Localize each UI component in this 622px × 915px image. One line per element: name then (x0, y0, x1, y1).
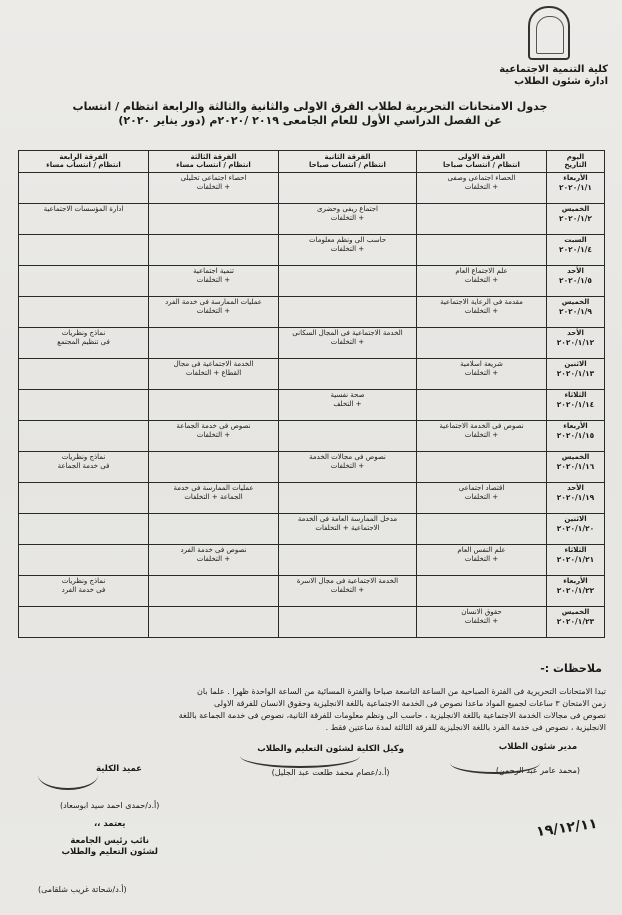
day-name: الأربعاء (563, 577, 588, 585)
exam-subject: نماذج ونظريات فى خدمة الفرد (61, 577, 106, 594)
group-2-header: الفرقة الثانية انتظام / انتساب صباحا (279, 151, 417, 173)
exam-subject: الحصاء اجتماعى وصفى + التخلفات (447, 174, 516, 191)
group-4-cell (19, 607, 149, 638)
exam-date: ٢٠٢٠/١/٥ (559, 276, 592, 285)
exam-subject: احصاء اجتماعى تحليلى + التخلفات (180, 174, 247, 191)
table-row (19, 297, 605, 328)
notes-title: ملاحظات :- (540, 662, 602, 675)
group-4-cell (19, 204, 149, 235)
group-1-cell (417, 514, 547, 545)
group-2-cell (279, 297, 417, 328)
signature-name: (أ.د/حمدى احمد سيد ابوسعاد) (60, 801, 160, 810)
day-date-cell (547, 452, 605, 483)
department-name: ادارة شئون الطلاب (514, 76, 608, 87)
table-row (19, 483, 605, 514)
table-row (19, 328, 605, 359)
exam-subject: مدخل الممارسة العامة فى الخدمة الاجتماعية + التخلفات (297, 515, 398, 532)
exam-date: ٢٠٢٠/١/٩ (559, 307, 592, 316)
group-3-cell (149, 514, 279, 545)
group-4-cell (19, 390, 149, 421)
group-1-cell (417, 297, 547, 328)
title-line-2: عن الفصل الدراسي الأول للعام الجامعى ٢٠١٩ /٢٠٢٠م (دور يناير ٢٠٢٠) (118, 114, 502, 127)
exam-subject: اقتصاد اجتماعى + التخلفات (458, 484, 505, 501)
note-line: الانجليزية ، نصوص فى خدمة الفرد باللغة الانجليزية للفرقة الثالثة لمدة ساعتين فقط . (325, 723, 606, 732)
signature-name: (أ.د/عصام محمد طلعت عبد الجليل) (271, 768, 390, 777)
exam-date: ٢٠٢٠/١/١٦ (556, 462, 595, 471)
day-name: الثلاثاء (564, 391, 587, 399)
exam-subject: عمليات الممارسة فى خدمة الفرد + التخلفات (165, 298, 262, 315)
day-name: الخميس (561, 205, 590, 213)
exam-date: ٢٠٢٠/١/١ (559, 183, 592, 192)
table-row (19, 514, 605, 545)
day-date-cell (547, 266, 605, 297)
approval-label: يعتمد ،، (93, 819, 126, 829)
exam-subject: حقوق الانسان + التخلفات (461, 608, 502, 625)
exam-date: ٢٠٢٠/١/٢٣ (556, 617, 595, 626)
exam-subject: نماذج ونظريات فى خدمة الجماعة (57, 453, 110, 470)
exam-subject: حاسب الى ونظم معلومات + التخلفات (308, 236, 387, 253)
exam-date: ٢٠٢٠/١/٢٠ (556, 524, 595, 533)
signature-title: نائب رئيس الجامعة (70, 836, 150, 846)
table-row (19, 545, 605, 576)
day-name: الخميس (561, 608, 590, 616)
notes-body (16, 686, 606, 734)
table-header-row (19, 151, 605, 173)
exam-subject: الخدمة الاجتماعية فى المجال السكانى + التخلفات (292, 329, 403, 346)
group-4-cell (19, 452, 149, 483)
group-4-cell (19, 266, 149, 297)
group-1-cell (417, 204, 547, 235)
title-line-1: جدول الامتحانات التحريرية لطلاب الفرق الاولى والثانية والثالثة والرابعة انتظام / انتساب (72, 100, 548, 113)
day-date-cell (547, 328, 605, 359)
group-1-cell (417, 545, 547, 576)
day-date-cell (547, 390, 605, 421)
exam-date: ٢٠٢٠/١/١٢ (556, 338, 595, 347)
exam-date: ٢٠٢٠/١/٢ (559, 214, 592, 223)
exam-date: ٢٠٢٠/١/١٣ (556, 369, 595, 378)
day-date-cell (547, 483, 605, 514)
day-name: الخميس (561, 453, 590, 461)
exam-subject: نماذج ونظريات فى تنظيم المجتمع (57, 329, 110, 346)
day-date-header: اليوم التاريخ (547, 151, 605, 173)
exam-subject: اجتماع ريفى وحضرى + التخلفات (316, 205, 378, 222)
exam-schedule-table (18, 150, 605, 638)
group-1-cell (417, 328, 547, 359)
group-1-cell (417, 452, 547, 483)
day-date-cell (547, 297, 605, 328)
exam-subject: نصوص فى مجالات الخدمة + التخلفات (309, 453, 386, 470)
exam-date: ٢٠٢٠/١/٢١ (556, 555, 595, 564)
group-2-cell (279, 235, 417, 266)
day-name: الأربعاء (563, 174, 588, 182)
handwritten-signature (240, 744, 360, 768)
group-2-cell (279, 452, 417, 483)
exam-subject: عمليات الممارسة فى خدمة الجماعة + التخلفات (173, 484, 254, 501)
day-date-cell (547, 235, 605, 266)
group-1-cell (417, 173, 547, 204)
college-name: كلية التنمية الاجتماعية (499, 64, 608, 75)
day-date-cell (547, 359, 605, 390)
table-row (19, 235, 605, 266)
group-3-cell (149, 576, 279, 607)
signature-university-vp (38, 884, 127, 895)
group-2-cell (279, 328, 417, 359)
group-3-cell (149, 173, 279, 204)
exam-subject: نصوص فى الخدمة الاجتماعية + التخلفات (439, 422, 524, 439)
group-1-cell (417, 483, 547, 514)
exam-subject: صحة نفسية + التخلف (330, 391, 365, 408)
group-1-header: الفرقة الاولى انتظام / انتساب صباحا (417, 151, 547, 173)
group-3-cell (149, 607, 279, 638)
group-3-cell (149, 483, 279, 514)
day-name: السبت (564, 236, 587, 244)
group-2-cell (279, 173, 417, 204)
group-4-cell (19, 297, 149, 328)
exam-subject: الخدمة الاجتماعية فى مجال القطاع + التخلفات (173, 360, 254, 377)
day-name: الاثنين (564, 515, 587, 523)
day-name: الاثنين (564, 360, 587, 368)
group-3-cell (149, 297, 279, 328)
group-4-cell (19, 235, 149, 266)
group-2-cell (279, 266, 417, 297)
day-date-cell (547, 514, 605, 545)
group-1-cell (417, 266, 547, 297)
group-2-cell (279, 607, 417, 638)
group-2-cell (279, 421, 417, 452)
group-4-cell (19, 421, 149, 452)
table-row (19, 452, 605, 483)
day-name: الأحد (567, 484, 584, 492)
signature-subtitle: لشئون التعليم والطلاب (61, 847, 158, 857)
group-3-cell (149, 235, 279, 266)
exam-subject: تنمية اجتماعية + التخلفات (193, 267, 234, 284)
group-1-cell (417, 576, 547, 607)
exam-subject: نصوص فى خدمة الفرد + التخلفات (180, 546, 247, 563)
handwritten-date: ١٩/١٢/١١ (535, 815, 599, 841)
group-1-cell (417, 359, 547, 390)
exam-date: ٢٠٢٠/١/١٤ (556, 400, 595, 409)
group-4-cell (19, 576, 149, 607)
document-title (60, 100, 560, 128)
group-2-cell (279, 514, 417, 545)
signature-name: (محمد عامر عبد الرحمن) (495, 766, 580, 775)
exam-subject: نصوص فى خدمة الجماعة + التخلفات (176, 422, 251, 439)
signature-title: عميد الكلية (96, 764, 142, 774)
college-logo (528, 6, 570, 60)
group-4-header: الفرقة الرابعة انتظام / انتساب مساء (19, 151, 149, 173)
signature-title: وكيل الكلية لشئون التعليم والطلاب (257, 744, 404, 754)
group-1-cell (417, 235, 547, 266)
exam-date: ٢٠٢٠/١/١٥ (556, 431, 595, 440)
group-3-cell (149, 421, 279, 452)
group-2-cell (279, 359, 417, 390)
day-date-cell (547, 545, 605, 576)
day-date-cell (547, 421, 605, 452)
group-3-cell (149, 390, 279, 421)
exam-date: ٢٠٢٠/١/١٩ (556, 493, 595, 502)
exam-subject: ادارة المؤسسات الاجتماعية (43, 205, 124, 213)
handwritten-signature (38, 760, 98, 790)
group-4-cell (19, 514, 149, 545)
signature-title: مدير شئون الطلاب (498, 742, 578, 752)
signature-name: (أ.د/شحاتة غريب شلقامى) (38, 885, 127, 894)
exam-date: ٢٠٢٠/١/٤ (559, 245, 592, 254)
day-name: الأحد (567, 267, 584, 275)
group-1-cell (417, 421, 547, 452)
group-3-cell (149, 545, 279, 576)
table-row (19, 576, 605, 607)
table-row (19, 173, 605, 204)
group-4-cell (19, 173, 149, 204)
group-4-cell (19, 359, 149, 390)
exam-subject: مقدمة فى الرعاية الاجتماعية + التخلفات (440, 298, 523, 315)
day-date-cell (547, 607, 605, 638)
day-name: الثلاثاء (564, 546, 587, 554)
note-line: تبدا الامتحانات التحريرية فى الفترة الصباحية من الساعة التاسعة صباحا والفترة المسائية من الساعة الواحدة ظهرا . علما بان (197, 687, 606, 696)
table-row (19, 266, 605, 297)
group-3-header: الفرقة الثالثة انتظام / انتساب مساء (149, 151, 279, 173)
group-2-cell (279, 390, 417, 421)
group-4-cell (19, 483, 149, 514)
handwritten-signature (450, 752, 540, 774)
day-name: الأحد (567, 329, 584, 337)
group-4-cell (19, 328, 149, 359)
table-row (19, 421, 605, 452)
group-3-cell (149, 204, 279, 235)
group-3-cell (149, 452, 279, 483)
signature-dean-name (60, 800, 159, 858)
group-1-cell (417, 390, 547, 421)
group-3-cell (149, 328, 279, 359)
day-date-cell (547, 173, 605, 204)
day-name: الأربعاء (563, 422, 588, 430)
group-2-cell (279, 204, 417, 235)
exam-date: ٢٠٢٠/١/٢٢ (556, 586, 595, 595)
group-4-cell (19, 545, 149, 576)
exam-subject: علم النفس العام + التخلفات (457, 546, 506, 563)
signature-dean (96, 764, 142, 775)
day-date-cell (547, 204, 605, 235)
table-row (19, 607, 605, 638)
day-date-cell (547, 576, 605, 607)
note-line: نصوص فى مجالات الخدمة الاجتماعية باللغة الانجليزية ، حاسب الى ونظم معلومات للفرقة الثانية، نصوص فى خدمة الجماعة باللغة (178, 711, 606, 720)
group-2-cell (279, 576, 417, 607)
group-1-cell (417, 607, 547, 638)
group-2-cell (279, 545, 417, 576)
day-name: الخميس (561, 298, 590, 306)
college-header (448, 64, 608, 88)
exam-subject: شريعة اسلامية + التخلفات (460, 360, 503, 377)
exam-subject: الخدمة الاجتماعية فى مجال الاسرة + التخلفات (296, 577, 399, 594)
group-3-cell (149, 266, 279, 297)
table-row (19, 204, 605, 235)
note-line: زمن الامتحان ٣ ساعات لجميع المواد ماعدا نصوص فى الخدمة الاجتماعية باللغة الانجليزية وحقوق الانسان للفرقة الاولى (214, 699, 606, 708)
group-2-cell (279, 483, 417, 514)
table-row (19, 359, 605, 390)
table-row (19, 390, 605, 421)
group-3-cell (149, 359, 279, 390)
exam-subject: علم الاجتماع العام + التخلفات (455, 267, 508, 284)
